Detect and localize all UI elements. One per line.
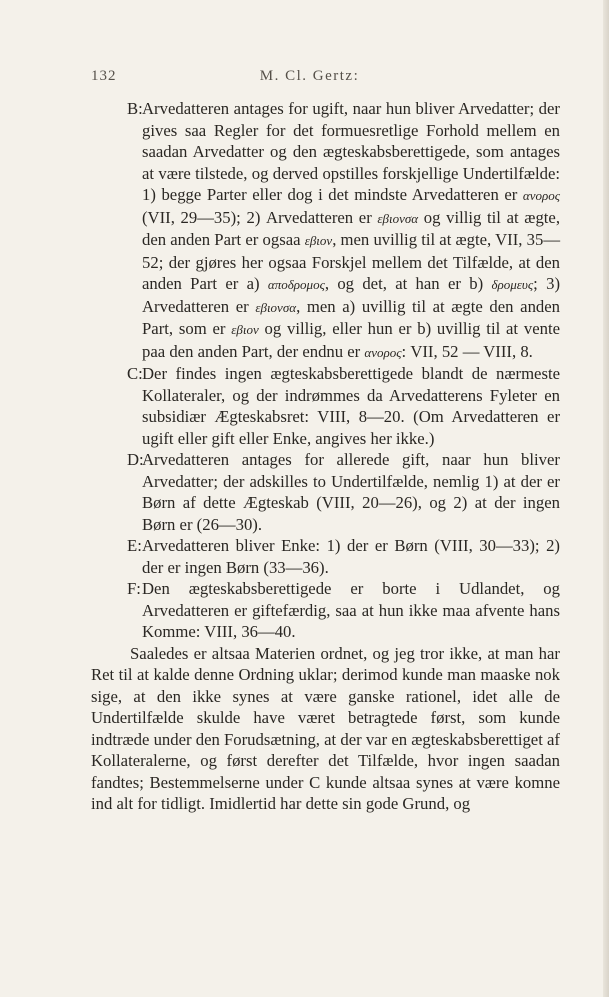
- case-text-run: ; 3) Arvedatteren er: [142, 274, 561, 316]
- case-text-run: Der findes ingen ægteskabsberettigede blandt de nærmeste Kollateraler, og der indrømmes da Arvedatterens Fyleter en subsidiær Ægteskabsret: VIII, 8—20. (Om Arvedatteren er ugift eller gift eller Enke, angives her ikke.): [142, 364, 560, 448]
- greek-term: εβιονσα: [255, 299, 297, 315]
- case-text-run: , og det, at han er b): [324, 274, 492, 293]
- case-list: [91, 98, 560, 643]
- case-text-run: Den ægteskabsberettigede er borte i Udlandet, og Arvedatteren er giftefærdig, saa at hun ikke maa afvente hans Komme: VIII, 36—40.: [142, 579, 560, 641]
- case-text: [142, 536, 560, 577]
- case-text: [142, 579, 560, 641]
- greek-term: αποδρομος: [267, 277, 325, 292]
- case-item: [91, 363, 560, 449]
- case-text-run: , men uvillig til at ægte, VII, 35—52; der gjøres her ogsaa Forskjel mellem det Tilfælde, at den anden Part er a): [142, 230, 561, 293]
- greek-term: εβιον: [304, 233, 333, 248]
- case-text: [142, 364, 560, 448]
- body-text: [91, 98, 560, 815]
- case-label: D:: [127, 450, 144, 469]
- case-label: E:: [127, 536, 142, 555]
- case-item: [91, 449, 560, 535]
- page-edge: [603, 0, 609, 997]
- case-text-run: Arvedatteren antages for allerede gift, naar hun bliver Arvedatter; der adskilles to Undertilfælde, nemlig 1) at der er Børn af dette Ægteskab (VIII, 20—26), og 2) at der ingen Børn er (26—30).: [142, 450, 560, 534]
- case-text-run: og villig til at ægte, den anden Part er ogsaa: [142, 207, 560, 249]
- case-item: [91, 578, 560, 643]
- greek-term: δρομευς: [491, 277, 534, 292]
- case-text-run: (VII, 29—35); 2) Arvedatteren er: [142, 207, 378, 227]
- running-head: M. Cl. Gertz:: [259, 68, 360, 84]
- case-text-run: og villig, eller hun er b) uvillig til at vente paa den anden Part, der endnu er: [142, 319, 560, 361]
- case-text: [142, 99, 560, 361]
- case-text-run: : VII, 52 — VIII, 8.: [401, 341, 533, 361]
- case-label: B:: [127, 99, 143, 118]
- case-label: C:: [127, 364, 143, 383]
- greek-term: εβιον: [231, 322, 259, 337]
- case-item: [91, 535, 560, 578]
- case-text-run: Arvedatteren antages for ugift, naar hun bliver Arvedatter; der gives saa Regler for det formuesretlige Forhold mellem en saadan Arvedatter og den ægteskabsberettigede, som antages at være tilstede, og derved opstilles forskjellige Undertilfælde: 1) begge Parter eller dog i det mindste Arvedatteren er: [142, 99, 560, 204]
- page-number: 132: [91, 68, 117, 84]
- closing-paragraph: Saaledes er altsaa Materien ordnet, og jeg tror ikke, at man har Ret til at kalde denne Ordning uklar; derimod kunde man maaske nok sige, at den ikke synes at være ganske rationel, idet alle de Undertilfælde skulde have været betragtede først, som kunde indtræde under den Forudsætning, at der var en ægteskabsberettiget af Kollateralerne, og først derefter det Tilfælde, hvor ingen saadan fandtes; Bestemmelserne under C kunde altsaa synes at være komne ind alt for tidligt. Imidlertid har dette sin gode Grund, og: [91, 643, 560, 813]
- greek-term: εβιονσα: [377, 210, 419, 226]
- case-text: [142, 450, 560, 534]
- greek-term: ανορος: [522, 188, 560, 203]
- page-header: [91, 68, 528, 90]
- case-item: [91, 98, 560, 363]
- greek-term: ανορος: [364, 344, 402, 360]
- case-label: F:: [127, 579, 141, 598]
- case-text-run: , men a) uvillig til at ægte den anden Part, som er: [142, 296, 561, 338]
- case-text-run: Arvedatteren bliver Enke: 1) der er Børn (VIII, 30—33); 2) der er ingen Børn (33—36).: [142, 536, 560, 577]
